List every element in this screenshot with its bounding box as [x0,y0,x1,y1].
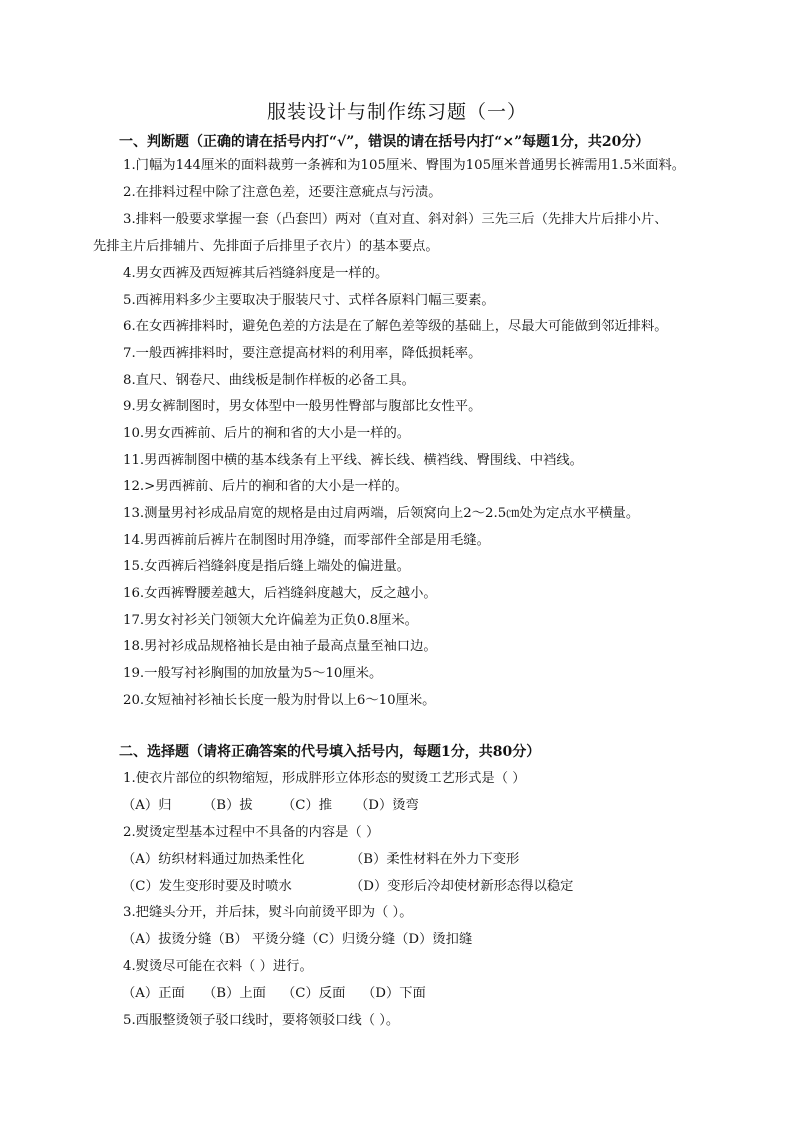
question-item: 1.门幅为144厘米的面料裁剪一条裤和为105厘米、臀围为105厘米普通男长裤需用1.5米面料。 [123,158,686,173]
question-item: 7.一般西裤排料时，要注意提高材料的利用率，降低损耗率。 [123,346,482,361]
question-item: 20.女短袖衬衫袖长长度一般为肘骨以上6～10厘米。 [123,693,436,708]
choice-options-row: （A）拔烫分缝（B） 平烫分缝（C）归烫分缝（D）烫扣缝 [122,932,473,947]
question-item: 19.一般写衬衫胸围的加放量为5～10厘米。 [123,666,383,681]
choice-option: （B）上面 [203,986,266,1001]
choice-option: （D）下面 [362,986,426,1001]
question-item: 10.男女西裤前、后片的裥和省的大小是一样的。 [123,426,411,441]
question-item: 8.直尺、钢卷尺、曲线板是制作样板的必备工具。 [123,373,415,388]
question-item: 4.男女西裤及西短裤其后裆缝斜度是一样的。 [123,266,389,281]
choice-option: （A）归 [122,798,172,813]
choice-option: （A）纺织材料通过加热柔性化 [122,852,305,867]
choice-question-stem: 4.熨烫尽可能在衣料（ ）进行。 [123,959,313,974]
choice-question-stem: 1.使衣片部位的织物缩短，形成胖形立体形态的熨烫工艺形式是（ ） [123,771,526,786]
question-item: 6.在女西裤排料时，避免色差的方法是在了解色差等级的基础上，尽最大可能做到邻近排料。 [123,319,668,334]
question-item: 17.男女衬衫关门领领大允许偏差为正负0.8厘米。 [123,613,418,628]
choice-option: （B）柔性材料在外力下变形 [350,852,520,867]
choice-option: （D）烫弯 [355,798,419,813]
choice-option: （A）正面 [122,986,185,1001]
question-item: 18.男衬衫成品规格袖长是由袖子最高点量至袖口边。 [123,639,437,654]
question-item: 3.排料一般要求掌握一套（凸套凹）两对（直对直、斜对斜）三先三后（先排大片后排小片、 [123,212,668,227]
choice-question-stem: 5.西服整烫领子驳口线时，要将领驳口线（ ）。 [123,1013,400,1028]
page-title: 服装设计与制作练习题（一） [266,101,527,123]
choice-question-stem: 3.把缝头分开，并后抹，熨斗向前烫平即为（ ）。 [123,905,413,920]
choice-option: （C）反面 [282,986,346,1001]
question-item-continuation: 先排主片后排辅片、先排面子后排里子衣片）的基本要点。 [93,239,439,254]
question-item: 14.男西裤前后裤片在制图时用净缝，而零部件全部是用毛缝。 [123,533,490,548]
question-item: 16.女西裤臀腰差越大，后裆缝斜度越大，反之越小。 [123,586,437,601]
choice-option: （B）拔 [203,798,253,813]
question-item: 2.在排料过程中除了注意色差，还要注意疵点与污渍。 [123,185,442,200]
question-item: 5.西裤用料多少主要取决于服装尺寸、式样各原料门幅三要素。 [123,293,495,308]
section-heading-choice: 二、选择题（请将正确答案的代号填入括号内，每题1分，共80分） [119,744,541,760]
question-item: 11.男西裤制图中横的基本线条有上平线、裤长线、横裆线、臀围线、中裆线。 [123,453,583,468]
question-item: 9.男女裤制图时，男女体型中一般男性臀部与腹部比女性平。 [123,399,482,414]
choice-option: （C）推 [282,798,333,813]
choice-question-stem: 2.熨烫定型基本过程中不具备的内容是（ ） [123,825,380,840]
section-heading-judgement: 一、判断题（正确的请在括号内打“√”，错误的请在括号内打“×”每题1分，共20分） [119,134,650,150]
choice-option: （D）变形后冷却使材新形态得以稳定 [350,879,574,894]
question-item: 15.女西裤后裆缝斜度是指后缝上端处的偏进量。 [123,559,411,574]
question-item: 13.测量男衬衫成品肩宽的规格是由过肩两端，后领窝向上2～2.5㎝处为定点水平横量。 [123,506,640,521]
choice-option: （C）发生变形时要及时喷水 [122,879,292,894]
question-item: 12.>男西裤前、后片的裥和省的大小是一样的。 [123,479,408,494]
